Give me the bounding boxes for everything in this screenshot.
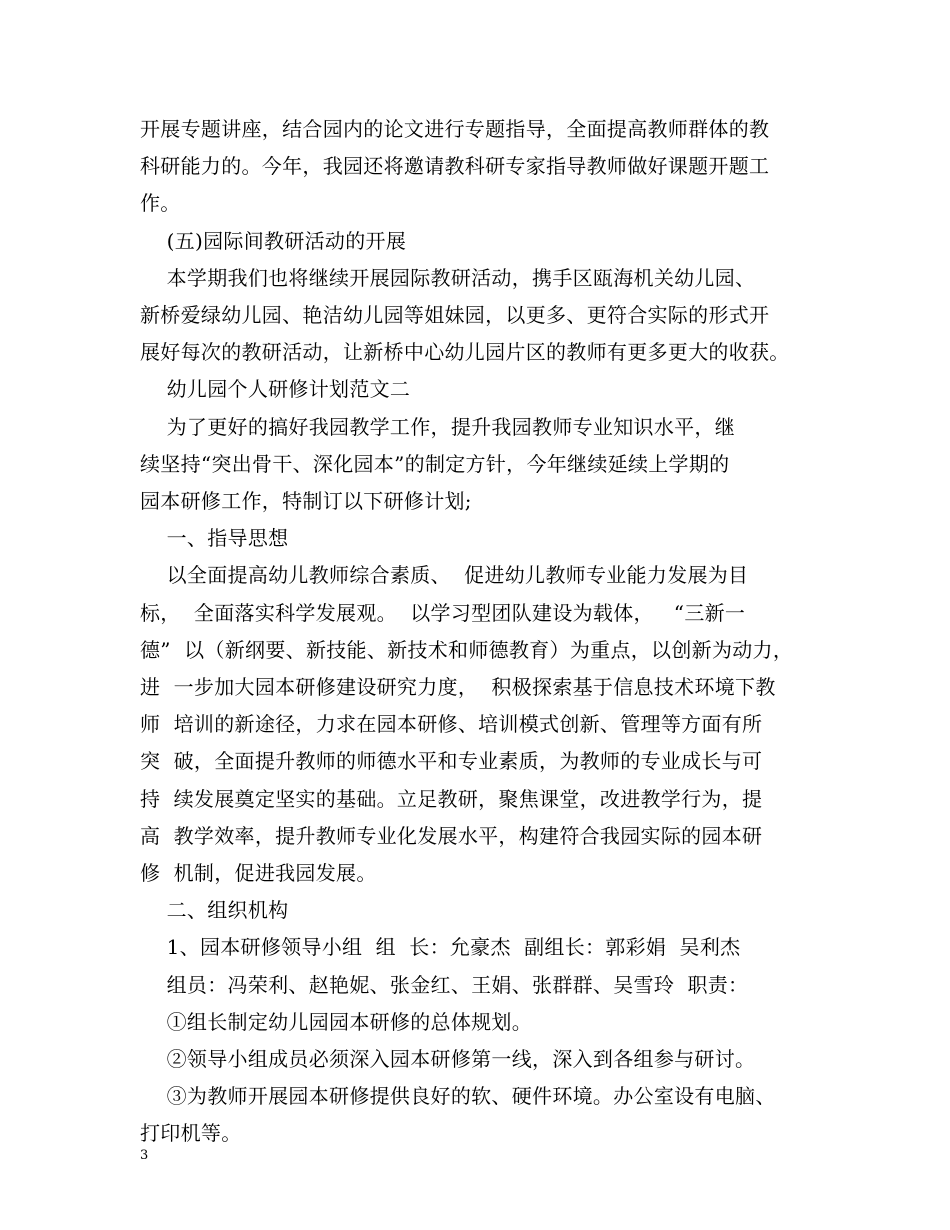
text-line: 新桥爱绿幼儿园、艳洁幼儿园等姐妹园，以更多、更符合实际的形式开 bbox=[140, 303, 770, 327]
text-line: (五)园际间教研活动的开展 bbox=[140, 229, 407, 253]
text-line: 高 教学效率，提升教师专业化发展水平，构建符合我园实际的园本研 bbox=[140, 824, 763, 848]
text-line: 以全面提高幼儿教师综合素质、 促进幼儿教师专业能力发展为目 bbox=[140, 563, 749, 587]
text-line: 为了更好的搞好我园教学工作，提升我园教师专业知识水平，继 bbox=[140, 415, 736, 439]
text-line: 本学期我们也将继续开展园际教研活动，携手区瓯海机关幼儿园、 bbox=[140, 266, 756, 290]
text-line: 科研能力的。今年，我园还将邀请教科研专家指导教师做好课题开题工 bbox=[140, 154, 770, 178]
text-line: 打印机等。 bbox=[140, 1121, 242, 1145]
text-line: 标， 全面落实科学发展观。 以学习型团队建设为载体， “三新一 bbox=[140, 601, 746, 625]
text-line: 一、指导思想 bbox=[140, 526, 289, 550]
text-line: 展好每次的教研活动，让新桥中心幼儿园片区的教师有更多更大的收获。 bbox=[140, 340, 790, 364]
text-line: 突 破，全面提升教师的师德水平和专业素质，为教师的专业成长与可 bbox=[140, 749, 763, 773]
text-line: ③为教师开展园本研修提供良好的软、硬件环境。办公室设有电脑、 bbox=[140, 1084, 776, 1108]
text-line: 幼儿园个人研修计划范文二 bbox=[140, 377, 411, 401]
text-line: 1、园本研修领导小组 组 长：允豪杰 副组长：郭彩娟 吴利杰 bbox=[140, 935, 741, 959]
text-line: ②领导小组成员必须深入园本研修第一线，深入到各组参与研讨。 bbox=[140, 1047, 756, 1071]
text-line: 持 续发展奠定坚实的基础。立足教研，聚焦课堂，改进教学行为，提 bbox=[140, 787, 763, 811]
text-line: 作。 bbox=[140, 191, 181, 215]
page-number: 3 bbox=[140, 1148, 149, 1163]
text-line: 续坚持“突出骨干、深化园本”的制定方针，今年继续延续上学期的 bbox=[140, 452, 730, 476]
text-line: 师 培训的新途径，力求在园本研修、培训模式创新、管理等方面有所 bbox=[140, 712, 763, 736]
text-line: 二、组织机构 bbox=[140, 898, 289, 922]
text-line: 园本研修工作，特制订以下研修计划; bbox=[140, 489, 472, 513]
text-line: 修 机制，促进我园发展。 bbox=[140, 861, 377, 885]
text-line: 开展专题讲座，结合园内的论文进行专题指导，全面提高教师群体的教 bbox=[140, 117, 770, 141]
text-line: ①组长制定幼儿园园本研修的总体规划。 bbox=[140, 1010, 533, 1034]
text-line: 组员：冯荣利、赵艳妮、张金红、王娟、张群群、吴雪玲 职责： bbox=[140, 973, 749, 997]
text-line: 德” 以（新纲要、新技能、新技术和师德教育）为重点，以创新为动力， bbox=[140, 638, 794, 662]
text-line: 进 一步加大园本研修建设研究力度， 积极探索基于信息技术环境下教 bbox=[140, 675, 776, 699]
